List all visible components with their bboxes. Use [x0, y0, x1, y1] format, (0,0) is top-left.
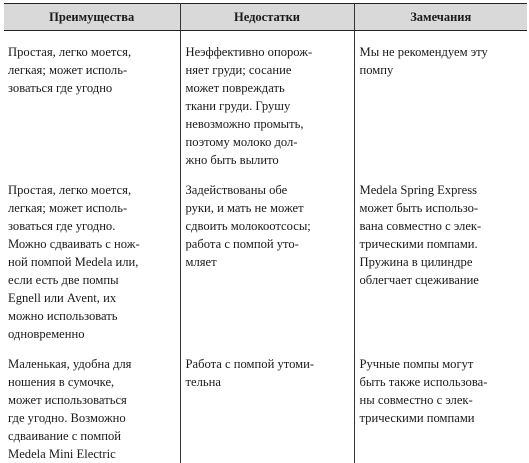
table-row [4, 169, 527, 343]
cell-disadvantages: Неэффективно опорож- няет груди; сосание может повреждать ткани груди. Грушу невозможно промыть, поэтому молоко дол- жно быть вылито [180, 31, 354, 170]
cell-advantages: Простая, легко моется, легкая; может исполь- зоваться где угодно [4, 31, 180, 170]
cell-advantages: Простая, легко моется, легкая; может исполь- зоваться где угодно. Можно сдваивать с нож- ной помпой Medela или, если есть две помпы Egnell или Avent, их можно использовать одновременно [4, 169, 180, 343]
table-row [4, 343, 527, 463]
cell-notes: Medela Spring Express может быть использо- вана совместно с элек- трическими помпами. Пружина в цилиндре облегчает сцеживание [354, 169, 527, 343]
pump-comparison-table [4, 3, 527, 463]
header-disadvantages: Недостатки [180, 4, 354, 31]
cell-disadvantages: Работа с помпой утоми- тельна [180, 343, 354, 463]
table-header-row [4, 4, 527, 31]
cell-disadvantages: Задействованы обе руки, и мать не может сдвоить молокоотсосы; работа с помпой уто- мляет [180, 169, 354, 343]
cell-notes: Ручные помпы могут быть также использова- ны совместно с элек- трическими помпами [354, 343, 527, 463]
header-notes: Замечания [354, 4, 527, 31]
table-row [4, 31, 527, 170]
cell-advantages: Маленькая, удобна для ношения в сумочке, может использоваться где угодно. Возможно сдваивание с помпой Medela Mini Electric [4, 343, 180, 463]
header-advantages: Преимущества [4, 4, 180, 31]
cell-notes: Мы не рекомендуем эту помпу [354, 31, 527, 170]
